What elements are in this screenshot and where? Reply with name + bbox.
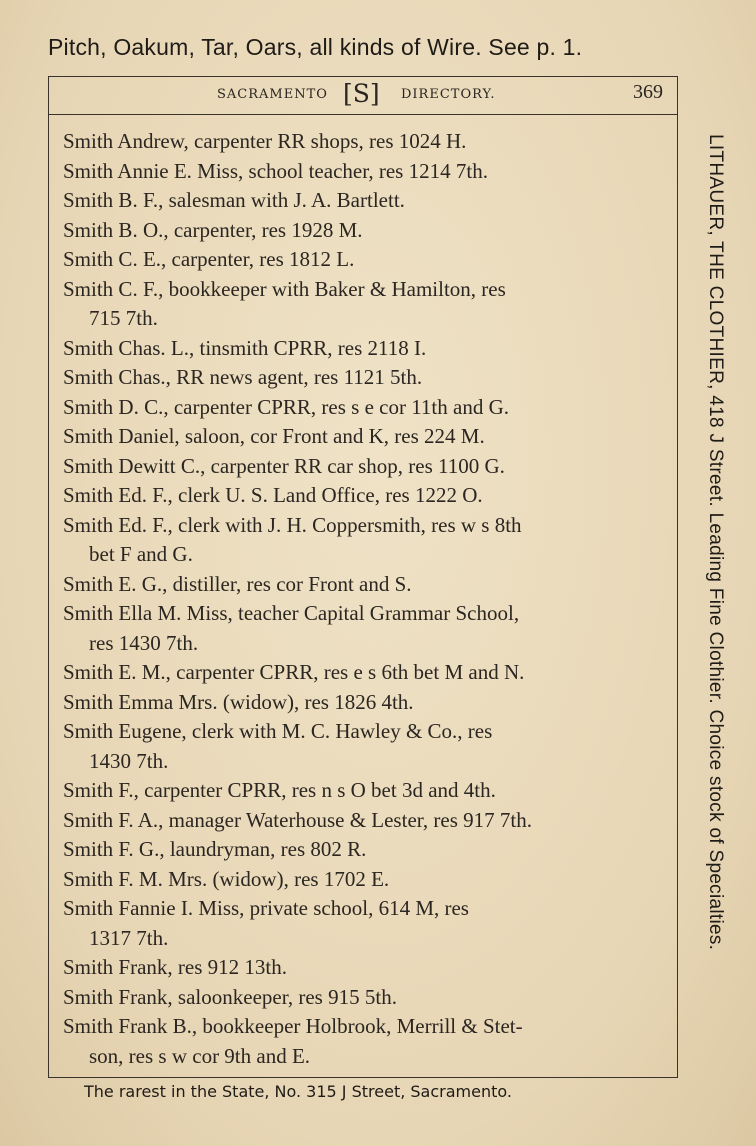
- entry-line: Smith Annie E. Miss, school teacher, res 1214 7th.: [63, 158, 488, 183]
- entry-line: Smith Ed. F., clerk with J. H. Coppersmith, res w s 8th: [63, 512, 522, 537]
- entry-line: Smith Ella M. Miss, teacher Capital Grammar School,: [63, 601, 520, 625]
- directory-page-frame: [48, 76, 678, 1078]
- entry-continuation-line: 715 7th.: [89, 306, 158, 330]
- directory-entry: [63, 452, 665, 482]
- directory-entry: [63, 334, 665, 364]
- entry-continuation-line: 1430 7th.: [89, 748, 169, 773]
- directory-entry: [63, 275, 665, 334]
- directory-entry: [63, 983, 665, 1013]
- entry-line: Smith Daniel, saloon, cor Front and K, res 224 M.: [63, 424, 485, 448]
- entry-line: Smith B. O., carpenter, res 1928 M.: [63, 217, 363, 242]
- entry-line: Smith B. F., salesman with J. A. Bartlett.: [63, 188, 405, 212]
- entry-line: Smith F., carpenter CPRR, res n s O bet 3d and 4th.: [63, 778, 496, 802]
- side-advertisement: LITHAUER, THE CLOTHIER, 418 J Street. Leading Fine Clothier. Choice stock of Specialties.: [705, 134, 726, 951]
- entry-line: Smith F. G., laundryman, res 802 R.: [63, 837, 367, 861]
- directory-entry: [63, 658, 665, 688]
- directory-entry: [63, 393, 665, 423]
- entry-line: Smith Ed. F., clerk U. S. Land Office, res 1222 O.: [63, 483, 483, 507]
- entry-continuation-line: 1317 7th.: [89, 925, 169, 950]
- directory-entry: [63, 157, 665, 187]
- entry-line: Smith D. C., carpenter CPRR, res s e cor 11th and G.: [63, 394, 509, 419]
- entry-line: Smith Andrew, carpenter RR shops, res 1024 H.: [63, 129, 467, 153]
- running-head-letter: [S]: [343, 79, 380, 108]
- entry-line: Smith E. G., distiller, res cor Front and S.: [63, 571, 412, 596]
- page-number: 369: [633, 81, 663, 103]
- entry-line: Smith Chas. L., tinsmith CPRR, res 2118 I.: [63, 335, 427, 360]
- entry-continuation-line: res 1430 7th.: [89, 630, 199, 655]
- directory-entry: [63, 363, 665, 393]
- directory-entry: [63, 599, 665, 658]
- running-head-title: DIRECTORY.: [401, 87, 496, 102]
- directory-entry: [63, 894, 665, 953]
- directory-entry: [63, 570, 665, 600]
- entry-line: Smith Dewitt C., carpenter RR car shop, res 1100 G.: [63, 453, 505, 478]
- directory-entry: [63, 511, 665, 570]
- entry-line: Smith Emma Mrs. (widow), res 1826 4th.: [63, 689, 414, 714]
- directory-entry: [63, 216, 665, 246]
- entry-line: Smith Chas., RR news agent, res 1121 5th.: [63, 365, 423, 389]
- running-head-city: SACRAMENTO: [217, 87, 328, 102]
- running-head: [49, 77, 677, 115]
- directory-entry: [63, 953, 665, 983]
- entry-continuation-line: son, res s w cor 9th and E.: [89, 1043, 311, 1068]
- entry-line: Smith F. M. Mrs. (widow), res 1702 E.: [63, 866, 390, 891]
- directory-entry: [63, 1012, 665, 1071]
- entry-line: Smith C. E., carpenter, res 1812 L.: [63, 247, 355, 271]
- entry-line: Smith Frank B., bookkeeper Holbrook, Merrill & Stet-: [63, 1014, 523, 1038]
- directory-entry: [63, 865, 665, 895]
- directory-entry: [63, 688, 665, 718]
- entry-line: Smith Frank, saloonkeeper, res 915 5th.: [63, 984, 397, 1009]
- directory-entry: [63, 717, 665, 776]
- directory-entry: [63, 422, 665, 452]
- entry-line: Smith Frank, res 912 13th.: [63, 955, 287, 979]
- directory-entries-list: [63, 127, 665, 1071]
- entry-continuation-line: bet F and G.: [89, 542, 193, 566]
- entry-line: Smith Fannie I. Miss, private school, 614 M, res: [63, 896, 469, 920]
- entry-line: Smith C. F., bookkeeper with Baker & Hamilton, res: [63, 276, 506, 301]
- entry-line: Smith E. M., carpenter CPRR, res e s 6th bet M and N.: [63, 660, 525, 684]
- directory-entry: [63, 776, 665, 806]
- directory-entry: [63, 127, 665, 157]
- directory-entry: [63, 481, 665, 511]
- entry-line: Smith Eugene, clerk with M. C. Hawley & Co., res: [63, 719, 493, 743]
- directory-entry: [63, 806, 665, 836]
- directory-entry: [63, 245, 665, 275]
- entry-line: Smith F. A., manager Waterhouse & Lester, res 917 7th.: [63, 807, 532, 832]
- top-advertisement-banner: Pitch, Oakum, Tar, Oars, all kinds of Wire. See p. 1.: [48, 34, 583, 60]
- directory-entry: [63, 186, 665, 216]
- directory-entry: [63, 835, 665, 865]
- bottom-advertisement-banner: The rarest in the State, No. 315 J Street, Sacramento.: [84, 1082, 512, 1101]
